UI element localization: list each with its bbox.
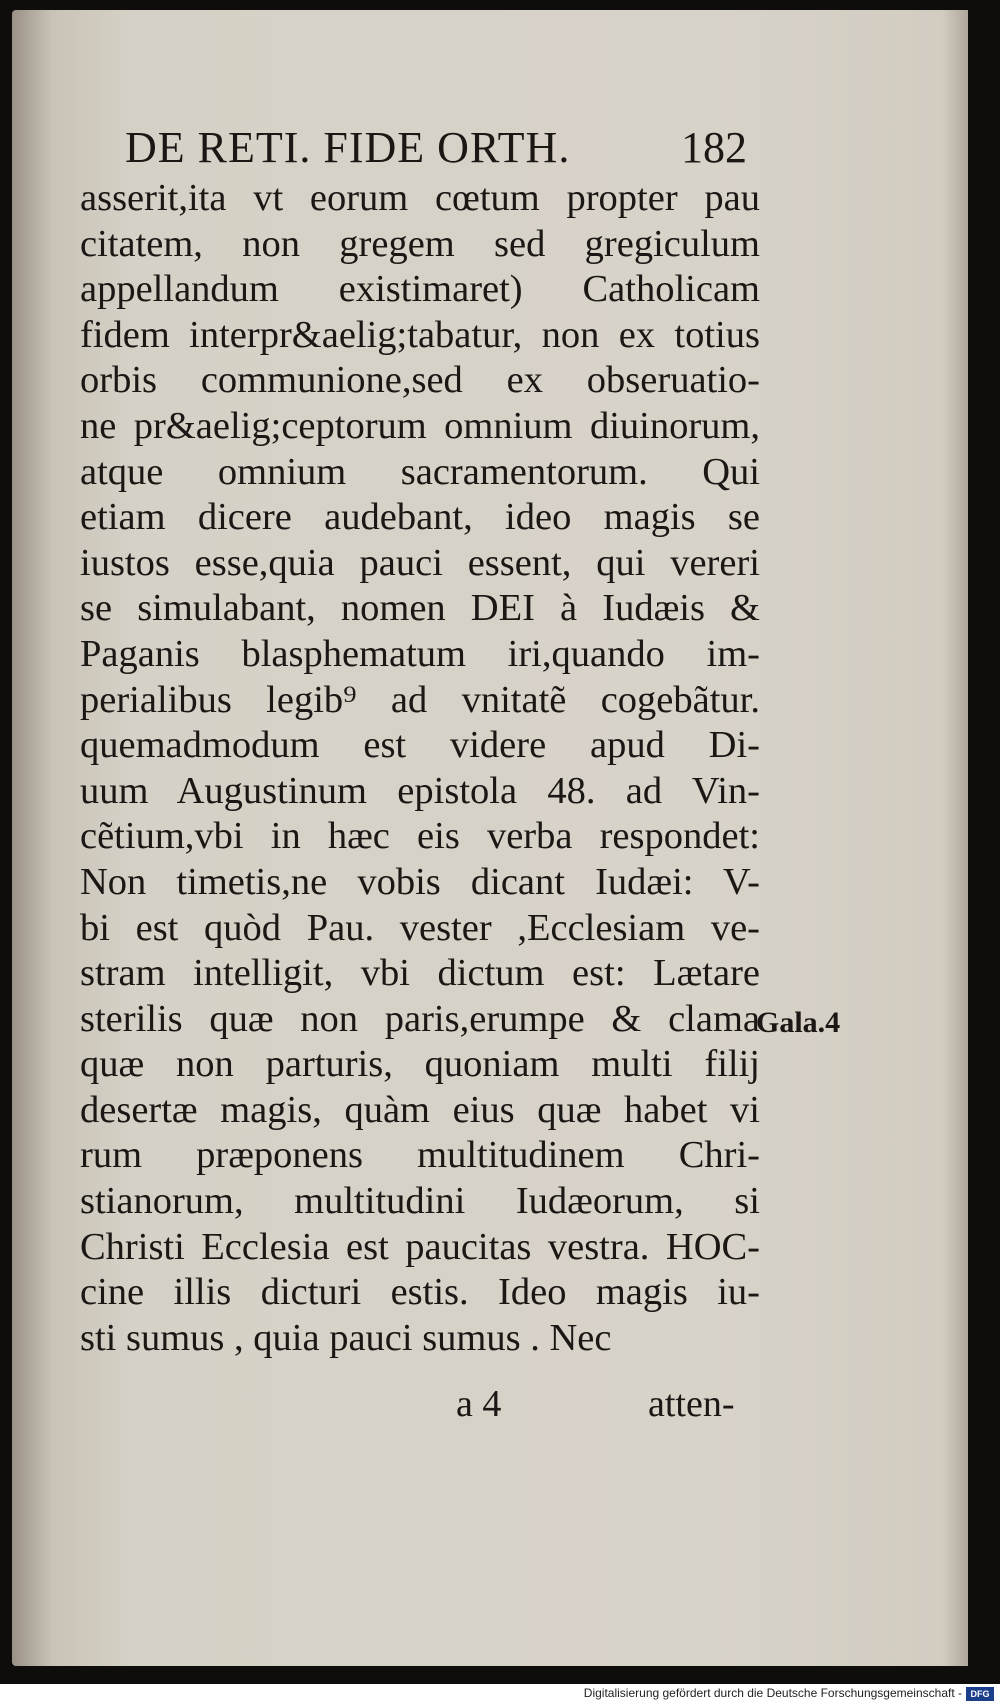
text-line: se simulabant, nomen DEI à Iudæis & [80,587,760,630]
page-header [125,122,745,182]
text-line: fidem interpr&aelig;tabatur, non ex totius [80,313,760,356]
text-line: appellandum existimaret) Catholicam [80,268,760,311]
text-line: citatem, non gregem sed gregiculum [80,222,760,265]
catchword: atten- [648,1383,735,1425]
signature-mark: a 4 [456,1383,502,1425]
text-line: atque omnium sacramentorum. Qui [80,450,760,493]
text-line: bi est quòd Pau. vester ,Ecclesiam ve- [80,906,760,949]
marginal-note: Gala.4 [756,1006,841,1039]
text-line: cine illis dicturi estis. Ideo magis iu- [80,1271,760,1314]
text-line: ne pr&aelig;ceptorum omnium diuinorum, [80,404,760,447]
dfg-logo-icon: DFG [966,1687,994,1701]
running-head: DE RETI. FIDE ORTH. [125,123,571,172]
text-line: quemadmodum est videre apud Di- [80,724,760,767]
text-line: Paganis blasphematum iri,quando im- [80,632,760,675]
text-line: Non timetis,ne vobis dicant Iudæi: V- [80,860,760,903]
text-line: desertæ magis, quàm eius quæ habet vi [80,1088,760,1131]
text-line: perialibus legib⁹ ad vnitatẽ cogebãtur. [80,678,760,721]
text-line: stram intelligit, vbi dictum est: Lætare [80,952,760,995]
text-line: Christi Ecclesia est paucitas vestra. HOC- [80,1225,760,1268]
text-line: sti sumus , quia pauci sumus . Nec [80,1316,612,1359]
text-line: uum Augustinum epistola 48. ad Vin- [80,769,760,812]
text-line: rum præponens multitudinem Chri- [80,1134,760,1177]
body-text [80,176,760,1361]
text-line: stianorum, multitudini Iudæorum, si [80,1180,760,1223]
text-line: sterilis quæ non paris,erumpe & clama [80,997,760,1040]
page-number: 182 [681,123,747,172]
text-line: quæ non parturis, quoniam multi filij [80,1043,760,1086]
text-line: orbis communione,sed ex obseruatio- [80,359,760,402]
text-line: etiam dicere audebant, ideo magis se [80,496,760,539]
book-page [12,10,974,1666]
text-line: cẽtium,vbi in hæc eis verba respondet: [80,815,760,858]
credit-text: Digitalisierung gefördert durch die Deutsche Forschungsgemeinschaft - [583,1686,962,1700]
text-line: asserit,ita vt eorum cœtum propter pau [80,177,760,219]
digitization-credit-bar [0,1684,1000,1704]
text-line: iustos esse,quia pauci essent, qui vereri [80,541,760,584]
